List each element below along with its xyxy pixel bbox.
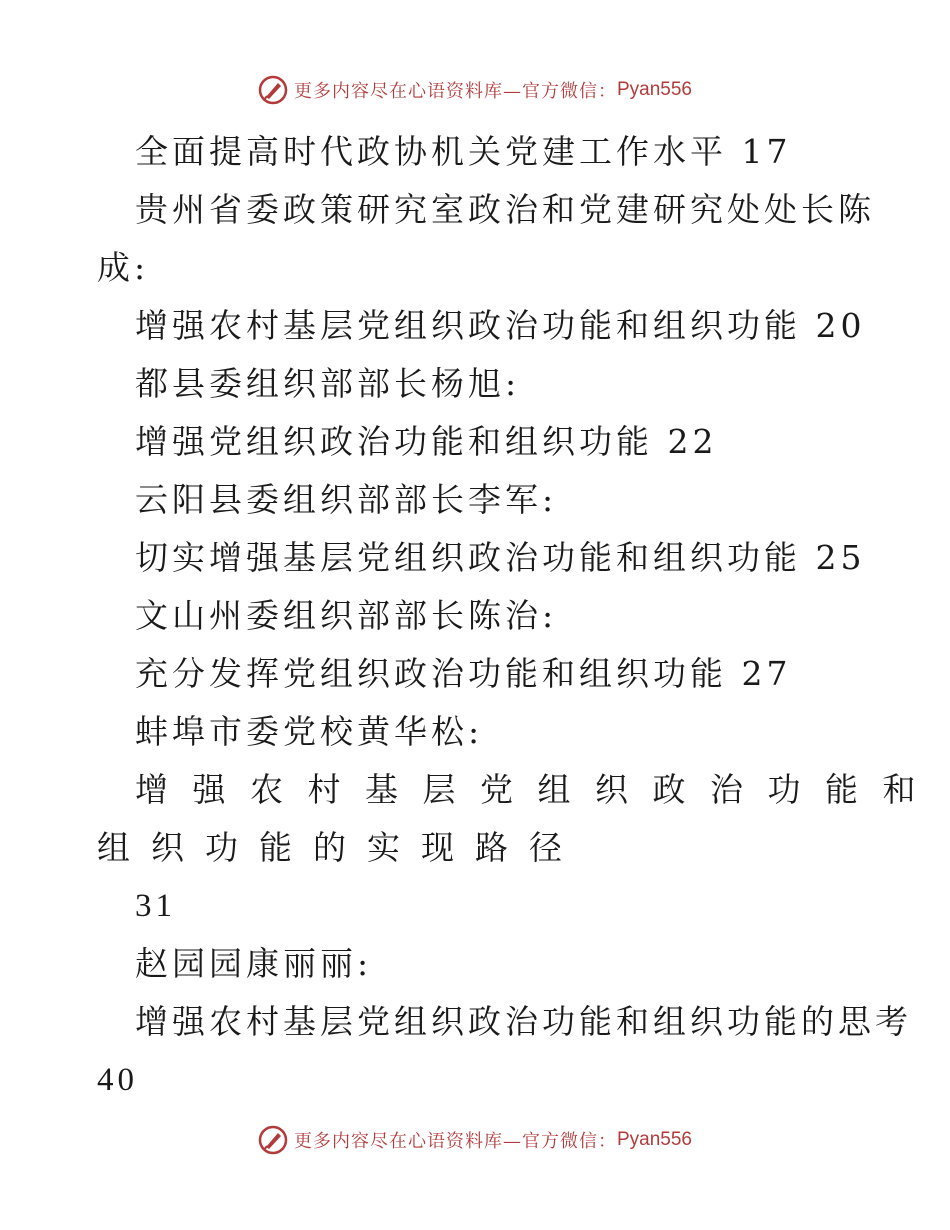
toc-line: 云阳县委组织部部长李军: bbox=[135, 480, 558, 519]
watermark-wechat-id: Pyan556 bbox=[616, 79, 692, 100]
quill-pen-logo-icon bbox=[258, 75, 288, 105]
toc-line: 增强农村基层党组织政治功能和 bbox=[135, 770, 940, 809]
toc-line: 增强党组织政治功能和组织功能 22 bbox=[135, 422, 718, 461]
toc-line: 增强农村基层党组织政治功能和组织功能 20 bbox=[135, 306, 866, 345]
watermark-banner-top bbox=[0, 70, 950, 110]
toc-line: 都县委组织部部长杨旭: bbox=[135, 364, 521, 403]
toc-line: 增强农村基层党组织政治功能和组织功能的思考 bbox=[135, 1002, 912, 1041]
quill-pen-logo-icon bbox=[258, 1125, 288, 1155]
watermark-wechat-id: Pyan556 bbox=[616, 1129, 692, 1150]
watermark-banner-bottom bbox=[0, 1120, 950, 1160]
watermark-text: 更多内容尽在心语资料库—官方微信： bbox=[293, 81, 617, 102]
toc-line: 组织功能的实现路径 bbox=[97, 828, 583, 867]
toc-line: 40 bbox=[97, 1062, 138, 1098]
toc-line: 赵园园康丽丽: bbox=[135, 944, 373, 983]
toc-line: 31 bbox=[135, 888, 176, 924]
toc-line: 贵州省委政策研究室政治和党建研究处处长陈 bbox=[135, 190, 875, 229]
toc-line: 蚌埠市委党校黄华松: bbox=[135, 712, 484, 751]
toc-line: 充分发挥党组织政治功能和组织功能 27 bbox=[135, 654, 792, 693]
toc-line: 切实增强基层党组织政治功能和组织功能 25 bbox=[135, 538, 866, 577]
toc-line: 全面提高时代政协机关党建工作水平 17 bbox=[135, 132, 792, 171]
toc-line: 成: bbox=[97, 248, 150, 287]
toc-line: 文山州委组织部部长陈治: bbox=[135, 596, 558, 635]
watermark-text: 更多内容尽在心语资料库—官方微信： bbox=[293, 1131, 617, 1152]
